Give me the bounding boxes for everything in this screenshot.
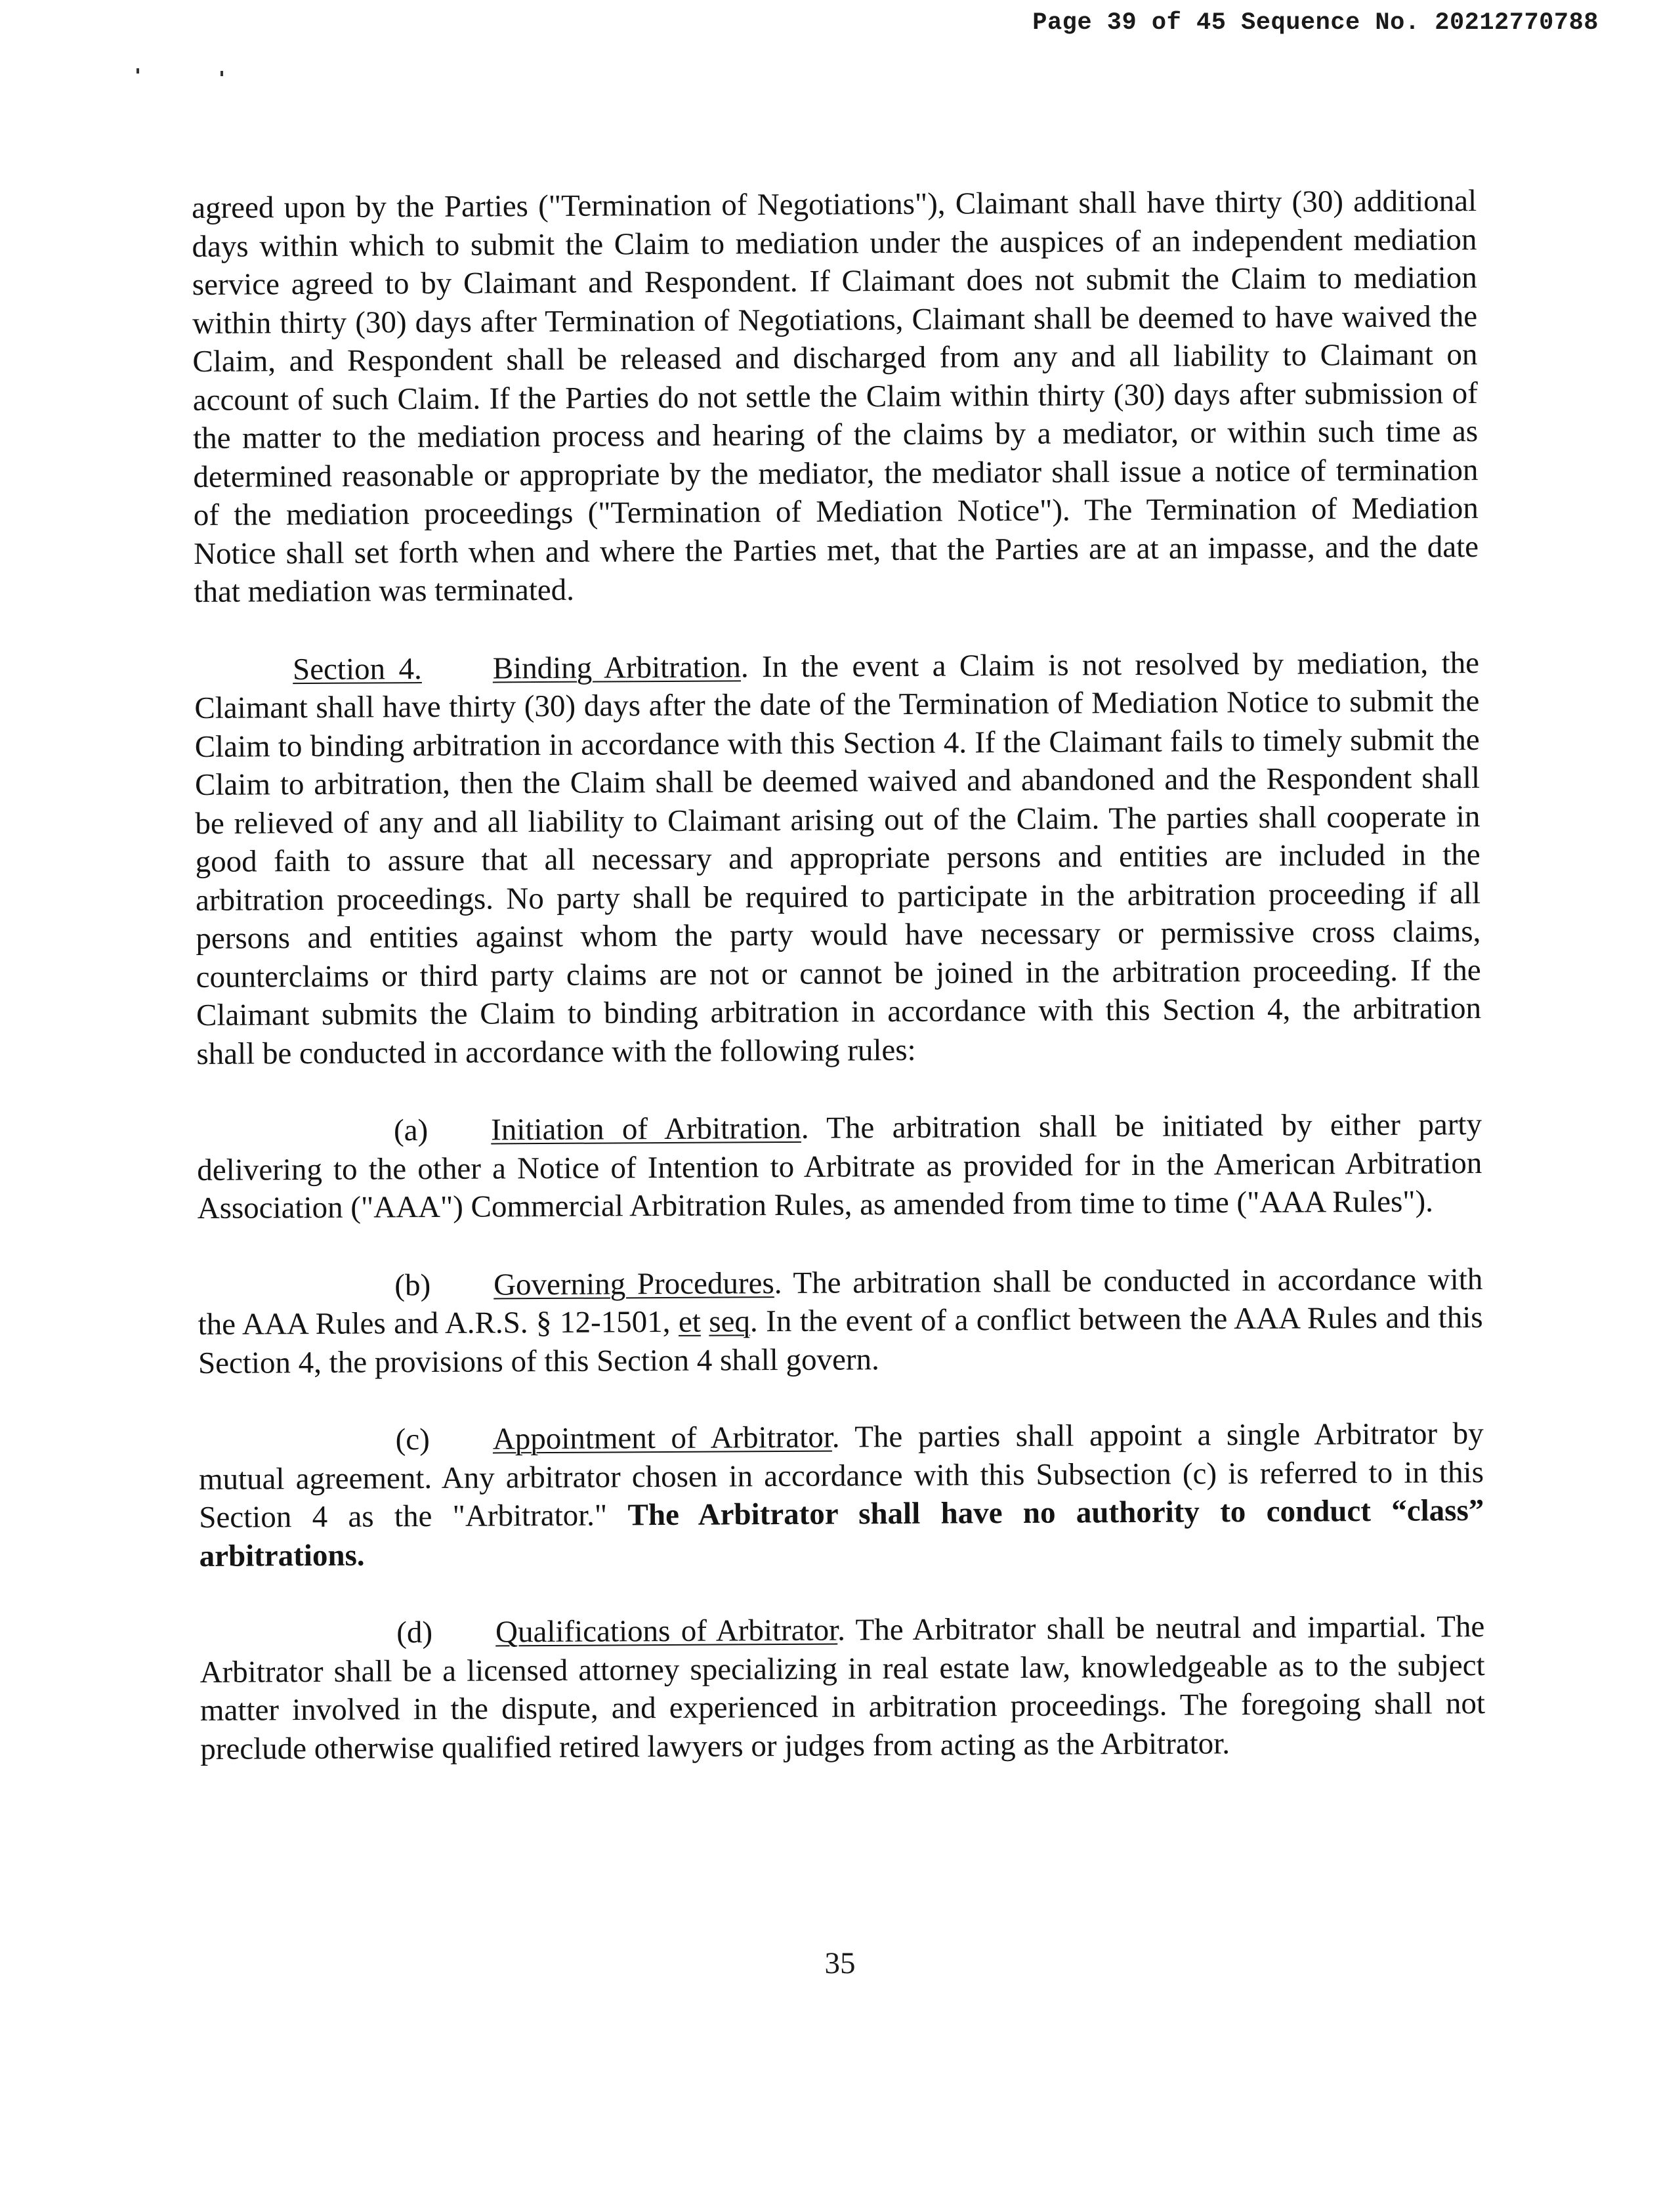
item-a-text: . The arbitration shall be initiated by either party delivering to the other a Notice of Intention to Arbitrate as provided for in the American Arbitration Association ("AAA") Commercial Arbitration Rules, as amended from time to time ("AAA Rules"). <box>197 1107 1482 1225</box>
section-4-text: . In the event a Claim is not resolved by mediation, the Claimant shall have thirty (30) days after the date of the Termination of Mediation Notice to submit the Claim to binding arbitration in accordance with this Section 4. If the Claimant fails to timely submit the Claim to arbitration, then the Claim shall be deemed waived and abandoned and the Respondent shall be relieved of any and all liability to Claimant arising out of the Claim. The parties shall cooperate in good faith to assure that all necessary and appropriate persons and entities are included in the arbitration proceedings. No party shall be required to participate in the arbitration proceeding if all persons and entities against whom the party would have necessary or permissive cross claims, counterclaims or third party claims are not or cannot be joined in the arbitration proceeding. If the Claimant submits the Claim to binding arbitration in accordance with this Section 4, the arbitration shall be conducted in accordance with the following rules: <box>194 645 1482 1071</box>
item-c-label: (c) <box>395 1422 430 1457</box>
item-c-heading: Appointment of Arbitrator <box>492 1420 832 1457</box>
item-b-heading: Governing Procedures <box>493 1266 774 1302</box>
item-d-text: . The Arbitrator shall be neutral and impartial. The Arbitrator shall be a licensed attorney specializing in real estate law, knowledgeable as to the subject matter involved in the dispute, and experienced in arbitration proceedings. The foregoing shall not preclude otherwise qualified retired lawyers or judges from acting as the Arbitrator. <box>200 1609 1486 1766</box>
paragraph-item-b <box>198 1260 1483 1382</box>
item-c-bold-text: The Arbitrator shall have no authority to conduct “class” arbitrations. <box>199 1493 1484 1573</box>
section-4-heading: Binding Arbitration <box>492 649 742 685</box>
page-sequence-header: Page 39 of 45 Sequence No. 20212770788 <box>1032 9 1599 37</box>
item-a-heading: Initiation of Arbitration <box>491 1111 801 1147</box>
scan-mark <box>220 71 223 76</box>
scan-mark <box>136 68 139 74</box>
paragraph-item-c <box>198 1415 1484 1575</box>
document-body <box>192 182 1486 1808</box>
item-d-heading: Qualifications of Arbitrator <box>495 1613 838 1650</box>
item-b-label: (b) <box>394 1268 431 1302</box>
paragraph-section-4 <box>194 644 1482 1073</box>
item-b-seq: seq <box>709 1304 751 1339</box>
page-number: 35 <box>824 1946 856 1980</box>
item-b-text-2: . In the event of a conflict between the AAA Rules and this Section 4, the provisions of this Section 4 shall govern. <box>198 1300 1483 1380</box>
paragraph-item-a <box>197 1105 1482 1227</box>
paragraph-mediation <box>192 182 1479 611</box>
item-d-label: (d) <box>396 1615 433 1650</box>
item-c-text: . The parties shall appoint a single Arbitrator by mutual agreement. Any arbitrator chosen in accordance with this Subsection (c) is referred to in this Section 4 as the "Arbitrator." <box>198 1417 1484 1535</box>
item-b-et: et <box>678 1304 701 1339</box>
item-a-label: (a) <box>393 1113 429 1148</box>
paragraph-text: agreed upon by the Parties ("Termination of Negotiations"), Claimant shall have thirty (30) additional days within which to submit the Claim to mediation under the auspices of an independent mediation service agreed to by Claimant and Respondent. If Claimant does not submit the Claim to mediation within thirty (30) days after Termination of Negotiations, Claimant shall be deemed to have waived the Claim, and Respondent shall be released and discharged from any and all liability to Claimant on account of such Claim. If the Parties do not settle the Claim within thirty (30) days after submission of the matter to the mediation process and hearing of the claims by a mediator, or within such time as determined reasonable or appropriate by the mediator, the mediator shall issue a notice of termination of the mediation proceedings ("Termination of Mediation Notice"). The Termination of Mediation Notice shall set forth when and where the Parties met, that the Parties are at an impasse, and the date that mediation was terminated. <box>192 184 1479 609</box>
section-4-label: Section 4. <box>292 651 422 687</box>
item-b-text-1: . The arbitration shall be conducted in accordance with the AAA Rules and A.R.S. § 12-1501, <box>198 1262 1483 1342</box>
paragraph-item-d <box>200 1608 1485 1768</box>
